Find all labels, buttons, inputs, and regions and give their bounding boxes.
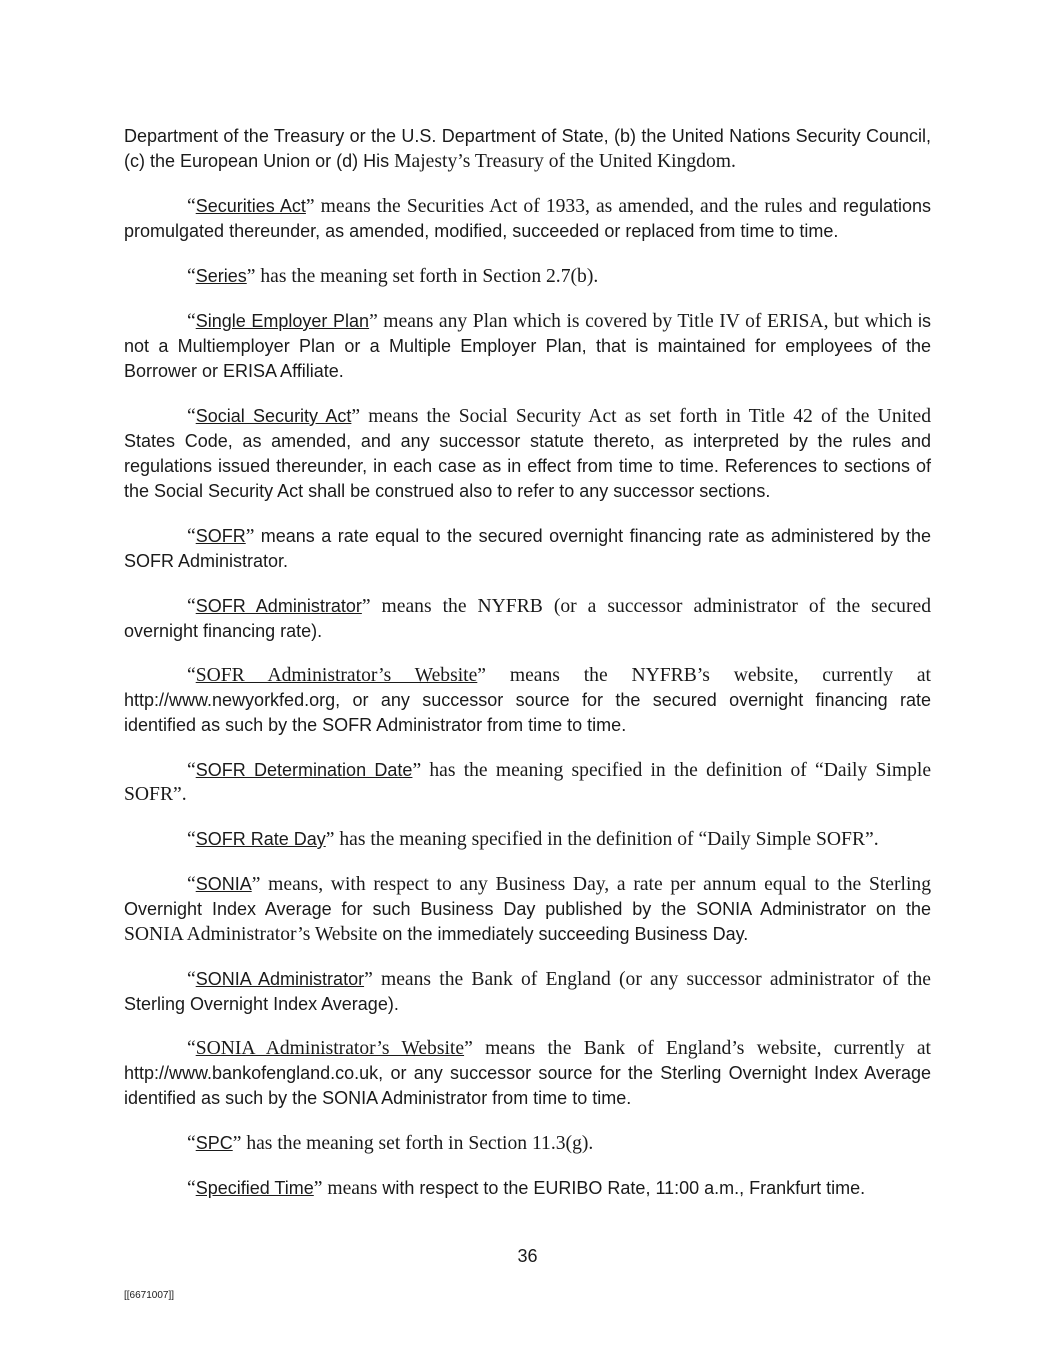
defined-term: Specified Time xyxy=(195,1178,314,1198)
defined-term: SPC xyxy=(195,1133,233,1153)
page-number: 36 xyxy=(517,1246,538,1266)
definition-spc: “SPC” has the meaning set forth in Section 11.3(g). xyxy=(187,1133,594,1154)
definition-securities-act: “Securities Act” means the Securities Act of 1933, as amended, and the rules and regulations promulgated thereunder, as amended, modified, succeeded or replaced from time to time. xyxy=(124,196,931,241)
definition-sofr-determination-date: “SOFR Determination Date” has the meaning specified in the definition of “Daily Simple SOFR”. xyxy=(124,760,932,805)
defined-term: SOFR Administrator’s Website xyxy=(195,665,478,686)
definition-sonia: “SONIA” means, with respect to any Business Day, a rate per annum equal to the Sterling Overnight Index Average for such Business Day published by the SONIA Administrator on the SONIA Administrator’s Website on the immediately succeeding Business Day. xyxy=(124,874,931,945)
defined-term: SOFR Determination Date xyxy=(195,760,413,780)
defined-term: SOFR Rate Day xyxy=(195,829,326,849)
document-body xyxy=(124,124,931,1221)
definition-sofr: “SOFR” means a rate equal to the secured overnight financing rate as administered by the SOFR Administrator. xyxy=(124,526,931,571)
definition-social-security-act: “Social Security Act” means the Social Security Act as set forth in Title 42 of the United States Code, as amended, and any successor statute thereto, as interpreted by the rules and regulations issued thereunder, in each case as in effect from time to time. References to sections of the Social Security Act shall be construed also to refer to any successor sections. xyxy=(124,406,931,501)
defined-term: SONIA Administrator xyxy=(195,969,365,989)
defined-term: Series xyxy=(195,266,247,286)
defined-term: Social Security Act xyxy=(195,406,352,426)
definition-sofr-rate-day: “SOFR Rate Day” has the meaning specified in the definition of “Daily Simple SOFR”. xyxy=(187,829,879,850)
definition-sofr-administrators-website: “SOFR Administrator’s Website” means the NYFRB’s website, currently at http://www.newyorkfed.org, or any successor source for the secured overnight financing rate identified as such by the SOFR Administrator from time to time. xyxy=(124,665,931,735)
defined-term: SONIA Administrator’s Website xyxy=(195,1038,465,1059)
defined-term: Securities Act xyxy=(195,196,306,216)
defined-term: SONIA xyxy=(195,874,252,894)
definition-sofr-administrator: “SOFR Administrator” means the NYFRB (or a successor administrator of the secured overnight financing rate). xyxy=(124,596,931,641)
definition-single-employer-plan: “Single Employer Plan” means any Plan which is covered by Title IV of ERISA, but which is not a Multiemployer Plan or a Multiple Employer Plan, that is maintained for employees of the Borrower or ERISA Affiliate. xyxy=(124,311,931,381)
paragraph-treasury-continuation: Department of the Treasury or the U.S. Department of State, (b) the United Nations Security Council, (c) the European Union or (d) His Majesty’s Treasury of the United Kingdom. xyxy=(124,126,931,172)
defined-term: SOFR Administrator xyxy=(195,596,362,616)
definition-specified-time: “Specified Time” means with respect to the EURIBO Rate, 11:00 a.m., Frankfurt time. xyxy=(187,1178,866,1199)
definition-series: “Series” has the meaning set forth in Section 2.7(b). xyxy=(187,266,599,287)
document-id: [[6671007]] xyxy=(124,1290,175,1301)
definition-sonia-administrators-website: “SONIA Administrator’s Website” means the Bank of England’s website, currently at http://www.bankofengland.co.uk, or any successor source for the Sterling Overnight Index Average identified as such by the SONIA Administrator from time to time. xyxy=(124,1038,931,1108)
defined-term: SOFR xyxy=(195,526,246,546)
defined-term: Single Employer Plan xyxy=(195,311,370,331)
definition-sonia-administrator: “SONIA Administrator” means the Bank of England (or any successor administrator of the Sterling Overnight Index Average). xyxy=(124,969,931,1014)
